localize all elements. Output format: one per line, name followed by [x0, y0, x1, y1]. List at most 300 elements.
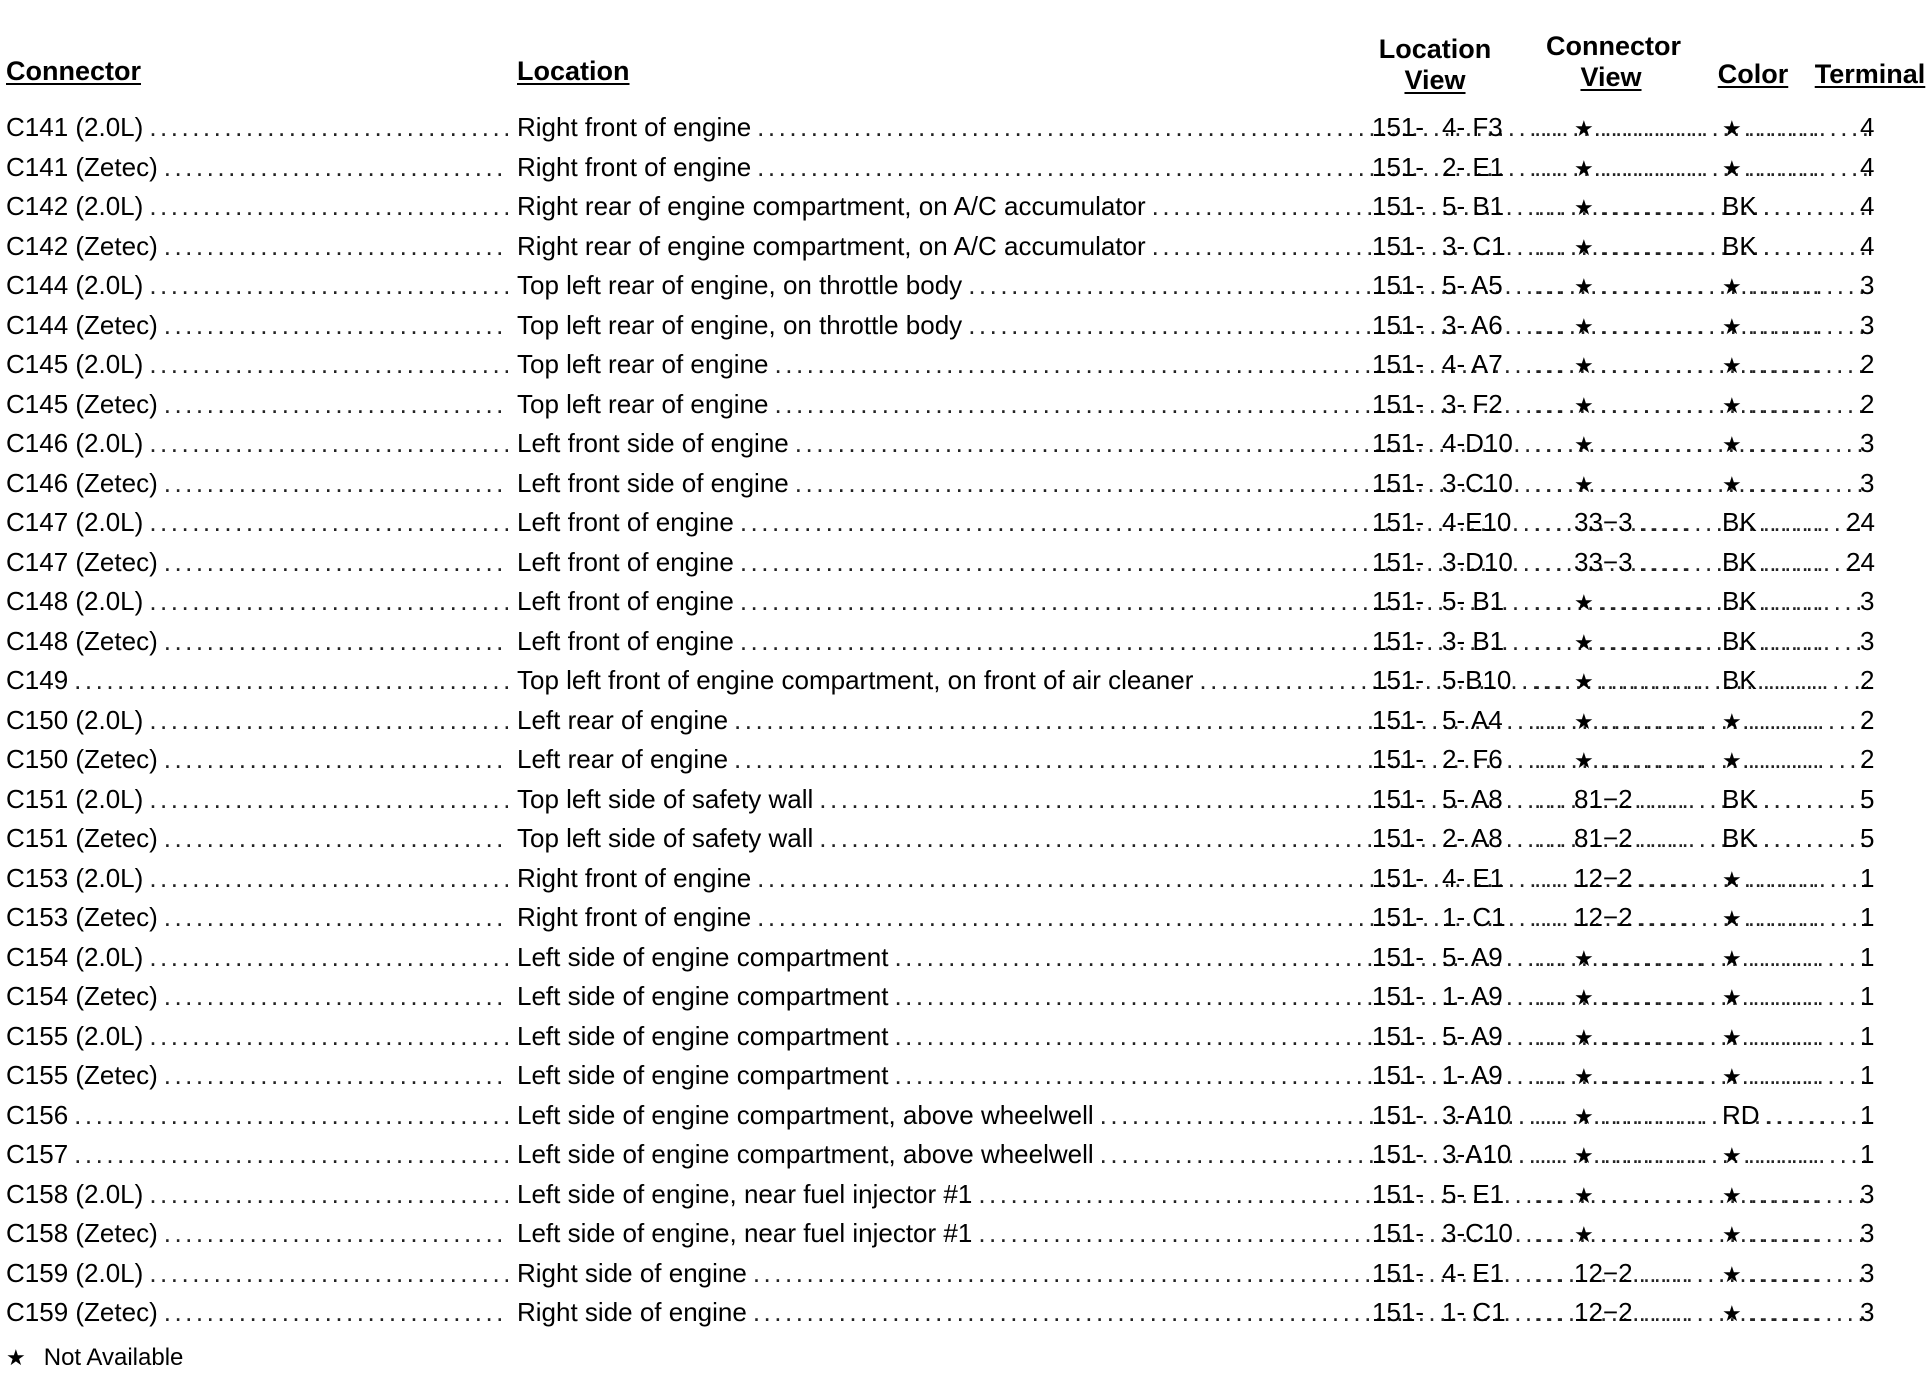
- leader-dots: [1534, 345, 1568, 385]
- location-view-page: 151-: [1372, 625, 1425, 656]
- leader-dots: [1639, 898, 1687, 938]
- leader-dots: [149, 938, 508, 978]
- location-text: Left side of engine compartment, above wheelwell: [517, 1139, 1094, 1169]
- connector-view: ★: [1574, 392, 1594, 418]
- view-group: [1372, 819, 1928, 859]
- header-connector-view: Connector View: [1546, 31, 1681, 92]
- leader-dots: [1600, 661, 1704, 701]
- leader-dots: [1748, 1056, 1818, 1096]
- color-cell: [1722, 701, 1882, 741]
- location-view-page: 151-: [1372, 151, 1425, 182]
- color-cell: [1722, 582, 1882, 622]
- location-view-page: 151-: [1372, 1099, 1425, 1130]
- view-group: [1372, 1254, 1928, 1294]
- leader-dots: [1748, 148, 1818, 188]
- leader-dots: [1748, 740, 1818, 780]
- leader-dots: [1600, 701, 1704, 741]
- connector-cell: [6, 661, 514, 701]
- terminal-count: 5: [1860, 823, 1875, 853]
- connector-cell: [6, 1175, 514, 1215]
- connector-view: 12−2: [1574, 862, 1633, 893]
- terminal-count: 4: [1860, 112, 1875, 142]
- location-text: Left rear of engine: [517, 744, 729, 774]
- leader-dots: [74, 1096, 508, 1136]
- leader-dots: [74, 661, 508, 701]
- view-group: [1372, 977, 1928, 1017]
- table-row: [0, 780, 1930, 820]
- terminal-count: 2: [1860, 388, 1875, 419]
- location-text: Right front of engine: [517, 112, 752, 142]
- leader-dots: [1748, 464, 1818, 504]
- location-view-grid: 3-A10: [1442, 1099, 1512, 1130]
- location-text: Left side of engine compartment: [517, 941, 889, 972]
- leader-dots: [1534, 266, 1568, 306]
- header-connector: Connector: [6, 56, 141, 86]
- location-view-page: 151-: [1372, 1139, 1425, 1169]
- location-view-page: 151-: [1372, 704, 1425, 735]
- leader-dots: [1600, 345, 1704, 385]
- location-view-grid: 5- A4: [1442, 704, 1503, 735]
- leader-dots: [1763, 543, 1825, 583]
- leader-dots: [1534, 503, 1568, 543]
- table-row: [0, 622, 1930, 662]
- location-view-page: 151-: [1372, 507, 1425, 537]
- terminal-count: 1: [1860, 1099, 1875, 1130]
- location-view-grid: 5- A8: [1442, 783, 1503, 814]
- table-row: [0, 582, 1930, 622]
- location-view-grid: 1- A9: [1442, 1060, 1503, 1090]
- wire-color: ★: [1722, 313, 1742, 339]
- connector-id: C142 (Zetec): [6, 230, 158, 261]
- terminal-count: 1: [1860, 981, 1875, 1011]
- wire-color: BK: [1722, 783, 1757, 814]
- view-group: [1372, 661, 1928, 701]
- color-cell: [1722, 1214, 1882, 1254]
- leader-dots: [1534, 582, 1568, 622]
- color-cell: [1722, 108, 1882, 148]
- table-row: [0, 187, 1930, 227]
- connector-view: 12−2: [1574, 1297, 1633, 1327]
- connector-cell: [6, 859, 514, 899]
- terminal-count: 4: [1860, 191, 1875, 221]
- terminal-count: 3: [1860, 586, 1875, 616]
- view-group: [1372, 1056, 1928, 1096]
- leader-dots: [1639, 859, 1687, 899]
- leader-dots: [1534, 1017, 1568, 1057]
- location-view-page: 151-: [1372, 309, 1425, 340]
- leader-dots: [164, 464, 508, 504]
- connector-id: C158 (Zetec): [6, 1218, 158, 1248]
- table-row: [0, 898, 1930, 938]
- table-row: [0, 938, 1930, 978]
- leader-dots: [1534, 543, 1568, 583]
- leader-dots: [164, 1214, 508, 1254]
- terminal-count: 1: [1860, 1060, 1875, 1090]
- location-view-page: 151-: [1372, 981, 1425, 1011]
- wire-color: BK: [1722, 625, 1757, 656]
- location-view-grid: 5- A5: [1442, 270, 1503, 300]
- location-text: Top left rear of engine, on throttle body: [517, 309, 963, 340]
- location-text: Left side of engine compartment: [517, 1020, 889, 1051]
- wire-color: BK: [1722, 230, 1757, 261]
- location-text: Left side of engine, near fuel injector #1: [517, 1178, 973, 1209]
- leader-dots: [1748, 108, 1818, 148]
- leader-dots: [1748, 1254, 1818, 1294]
- wire-color: BK: [1722, 665, 1757, 695]
- leader-dots: [164, 1293, 508, 1333]
- connector-view: ★: [1574, 748, 1594, 773]
- connector-view: ★: [1574, 1024, 1594, 1050]
- connector-id: C141 (2.0L): [6, 112, 144, 142]
- table-row: [0, 661, 1930, 701]
- view-group: [1372, 780, 1928, 820]
- wire-color: ★: [1722, 155, 1742, 181]
- location-view-grid: 5- B1: [1442, 586, 1505, 616]
- view-group: [1372, 1135, 1928, 1175]
- connector-cell: [6, 819, 514, 859]
- table-row: [0, 701, 1930, 741]
- color-cell: [1722, 622, 1882, 662]
- location-view-grid: 5- A9: [1442, 941, 1503, 972]
- location-text: Right front of engine: [517, 151, 752, 182]
- color-cell: [1722, 1293, 1882, 1333]
- leader-dots: [1748, 938, 1818, 978]
- leader-dots: [1748, 1135, 1818, 1175]
- connector-id: C147 (Zetec): [6, 546, 158, 577]
- connector-view: ★: [1574, 985, 1594, 1010]
- location-view-grid: 1- C1: [1442, 1297, 1506, 1327]
- wire-color: ★: [1722, 1301, 1742, 1326]
- connector-id: C146 (2.0L): [6, 428, 144, 458]
- connector-view: ★: [1574, 669, 1594, 694]
- color-cell: [1722, 148, 1882, 188]
- footnote-text: Not Available: [43, 1344, 184, 1371]
- connector-cell: [6, 622, 514, 662]
- leader-dots: [149, 1175, 508, 1215]
- leader-dots: [1534, 1214, 1568, 1254]
- view-group: [1372, 1096, 1928, 1136]
- leader-dots: [1748, 1017, 1818, 1057]
- connector-cell: [6, 938, 514, 978]
- view-group: [1372, 424, 1928, 464]
- leader-dots: [1534, 1056, 1568, 1096]
- view-group: [1372, 1214, 1928, 1254]
- footnote: [6, 1343, 183, 1373]
- table-row: [0, 266, 1930, 306]
- location-text: Right front of engine: [517, 902, 752, 932]
- location-view-page: 151-: [1372, 1060, 1425, 1090]
- location-view-page: 151-: [1372, 230, 1425, 261]
- wire-color: ★: [1722, 1064, 1742, 1089]
- leader-dots: [1748, 977, 1818, 1017]
- connector-id: C154 (Zetec): [6, 981, 158, 1011]
- leader-dots: [164, 898, 508, 938]
- table-row: [0, 1096, 1930, 1136]
- leader-dots: [149, 424, 508, 464]
- color-cell: [1722, 385, 1882, 425]
- view-group: [1372, 266, 1928, 306]
- table-row: [0, 464, 1930, 504]
- leader-dots: [1639, 1254, 1687, 1294]
- wire-color: ★: [1722, 392, 1742, 418]
- location-view-grid: 3- A6: [1442, 309, 1503, 340]
- color-cell: [1722, 898, 1882, 938]
- table-row: [0, 108, 1930, 148]
- connector-cell: [6, 148, 514, 188]
- connector-cell: [6, 464, 514, 504]
- table-row: [0, 148, 1930, 188]
- location-view-grid: 5- B1: [1442, 191, 1505, 221]
- wire-color: ★: [1722, 985, 1742, 1010]
- location-view-page: 151-: [1372, 941, 1425, 972]
- location-view-grid: 3- F2: [1442, 388, 1503, 419]
- table-row: [0, 306, 1930, 346]
- view-group: [1372, 898, 1928, 938]
- connector-view: ★: [1574, 708, 1594, 734]
- view-group: [1372, 622, 1928, 662]
- leader-dots: [1639, 819, 1687, 859]
- header-color: Color: [1717, 59, 1789, 89]
- connector-id: C159 (Zetec): [6, 1297, 158, 1327]
- connector-id: C157: [6, 1139, 69, 1169]
- table-row: [0, 977, 1930, 1017]
- table-row: [0, 1214, 1930, 1254]
- terminal-count: 3: [1860, 270, 1875, 300]
- leader-dots: [1748, 385, 1818, 425]
- location-view-grid: 3-A10: [1442, 1139, 1512, 1169]
- connector-cell: [6, 108, 514, 148]
- wire-color: ★: [1722, 116, 1742, 141]
- leader-dots: [1534, 780, 1568, 820]
- leader-dots: [1534, 898, 1568, 938]
- leader-dots: [164, 543, 508, 583]
- terminal-count: 3: [1860, 1297, 1875, 1327]
- leader-dots: [1600, 187, 1704, 227]
- wire-color: ★: [1722, 471, 1742, 497]
- location-text: Left side of engine compartment: [517, 981, 889, 1011]
- table-row: [0, 1135, 1930, 1175]
- connector-view: 33−3: [1574, 546, 1633, 577]
- connector-cell: [6, 1017, 514, 1057]
- leader-dots: [1763, 819, 1825, 859]
- location-view-page: 151-: [1372, 862, 1425, 893]
- wire-color: ★: [1722, 353, 1742, 378]
- connector-cell: [6, 227, 514, 267]
- connector-cell: [6, 780, 514, 820]
- connector-id: C158 (2.0L): [6, 1178, 144, 1209]
- connector-id: C151 (Zetec): [6, 823, 158, 853]
- connector-cell: [6, 187, 514, 227]
- connector-view: 12−2: [1574, 1257, 1633, 1288]
- wire-color: ★: [1722, 945, 1742, 971]
- wire-color: BK: [1722, 191, 1757, 221]
- leader-dots: [1534, 740, 1568, 780]
- location-text: Left front side of engine: [517, 467, 789, 498]
- location-view-grid: 4-E10: [1442, 507, 1512, 537]
- view-group: [1372, 187, 1928, 227]
- leader-dots: [1748, 345, 1818, 385]
- connector-view: ★: [1574, 629, 1594, 655]
- connector-cell: [6, 503, 514, 543]
- wire-color: BK: [1722, 823, 1757, 853]
- terminal-count: 1: [1860, 902, 1875, 932]
- color-cell: [1722, 859, 1882, 899]
- leader-dots: [1600, 1135, 1704, 1175]
- location-view-grid: 5- E1: [1442, 1178, 1505, 1209]
- leader-dots: [1639, 543, 1687, 583]
- table-row: [0, 1254, 1930, 1294]
- leader-dots: [1600, 1175, 1704, 1215]
- view-group: [1372, 306, 1928, 346]
- leader-dots: [1763, 227, 1825, 267]
- leader-dots: [149, 582, 508, 622]
- header-location-view: Location View: [1378, 34, 1492, 95]
- location-text: Top left front of engine compartment, on front of air cleaner: [517, 665, 1194, 695]
- color-cell: [1722, 819, 1882, 859]
- leader-dots: [1534, 1175, 1568, 1215]
- terminal-count: 24: [1846, 546, 1875, 577]
- wire-color: BK: [1722, 546, 1757, 577]
- location-text: Left front side of engine: [517, 428, 789, 458]
- leader-dots: [1763, 622, 1825, 662]
- wire-color: ★: [1722, 1024, 1742, 1050]
- location-text: Left side of engine compartment: [517, 1060, 889, 1090]
- location-text: Right side of engine: [517, 1257, 747, 1288]
- terminal-count: 1: [1860, 862, 1875, 893]
- terminal-count: 2: [1860, 665, 1875, 695]
- leader-dots: [1600, 622, 1704, 662]
- leader-dots: [149, 108, 508, 148]
- leader-dots: [1534, 622, 1568, 662]
- connector-id: C148 (Zetec): [6, 625, 158, 656]
- table-row: [0, 424, 1930, 464]
- connector-id: C154 (2.0L): [6, 941, 144, 972]
- view-group: [1372, 543, 1928, 583]
- location-text: Right rear of engine compartment, on A/C accumulator: [517, 230, 1146, 261]
- leader-dots: [1748, 306, 1818, 346]
- view-group: [1372, 859, 1928, 899]
- wire-color: ★: [1722, 866, 1742, 892]
- table-row: [0, 1293, 1930, 1333]
- table-row: [0, 345, 1930, 385]
- location-text: Right rear of engine compartment, on A/C accumulator: [517, 191, 1146, 221]
- location-view-page: 151-: [1372, 783, 1425, 814]
- leader-dots: [1600, 424, 1704, 464]
- location-view-page: 151-: [1372, 1178, 1425, 1209]
- connector-id: C148 (2.0L): [6, 586, 144, 616]
- location-text: Top left side of safety wall: [517, 823, 814, 853]
- location-view-grid: 2- A8: [1442, 823, 1503, 853]
- leader-dots: [149, 780, 508, 820]
- leader-dots: [1534, 859, 1568, 899]
- leader-dots: [1763, 582, 1825, 622]
- view-group: [1372, 701, 1928, 741]
- connector-id: C149: [6, 665, 69, 695]
- table-body: [0, 108, 1930, 1333]
- connector-view: ★: [1574, 1182, 1594, 1208]
- connector-cell: [6, 701, 514, 741]
- header-location: Location: [517, 56, 630, 86]
- terminal-count: 4: [1860, 230, 1875, 261]
- location-view-page: 151-: [1372, 586, 1425, 616]
- color-cell: [1722, 424, 1882, 464]
- location-view-grid: 4- E1: [1442, 862, 1505, 893]
- terminal-count: 2: [1860, 704, 1875, 735]
- location-view-grid: 4- E1: [1442, 1257, 1505, 1288]
- leader-dots: [149, 345, 508, 385]
- leader-dots: [1534, 108, 1568, 148]
- terminal-count: 1: [1860, 1020, 1875, 1051]
- location-view-page: 151-: [1372, 665, 1425, 695]
- location-text: Left side of engine compartment, above wheelwell: [517, 1099, 1094, 1130]
- wire-color: RD: [1722, 1099, 1760, 1130]
- connector-cell: [6, 582, 514, 622]
- connector-cell: [6, 1214, 514, 1254]
- location-view-grid: 3-D10: [1442, 546, 1513, 577]
- leader-dots: [1534, 977, 1568, 1017]
- location-text: Top left rear of engine, on throttle body: [517, 270, 963, 300]
- color-cell: [1722, 938, 1882, 978]
- view-group: [1372, 582, 1928, 622]
- location-view-grid: 1- A9: [1442, 981, 1503, 1011]
- location-view-page: 151-: [1372, 428, 1425, 458]
- connector-view: ★: [1574, 353, 1594, 378]
- connector-cell: [6, 740, 514, 780]
- color-cell: [1722, 1254, 1882, 1294]
- leader-dots: [1534, 1254, 1568, 1294]
- table-row: [0, 543, 1930, 583]
- wire-color: BK: [1722, 586, 1757, 616]
- connector-cell: [6, 898, 514, 938]
- color-cell: [1722, 1017, 1882, 1057]
- leader-dots: [1600, 1056, 1704, 1096]
- leader-dots: [1534, 227, 1568, 267]
- terminal-count: 3: [1860, 467, 1875, 498]
- connector-id: C153 (2.0L): [6, 862, 144, 893]
- leader-dots: [164, 977, 508, 1017]
- view-group: [1372, 740, 1928, 780]
- connector-id: C151 (2.0L): [6, 783, 144, 814]
- location-view-page: 151-: [1372, 191, 1425, 221]
- location-view-page: 151-: [1372, 546, 1425, 577]
- leader-dots: [164, 306, 508, 346]
- leader-dots: [1748, 898, 1818, 938]
- leader-dots: [1600, 385, 1704, 425]
- connector-view: ★: [1574, 432, 1594, 457]
- connector-id: C159 (2.0L): [6, 1257, 144, 1288]
- connector-cell: [6, 543, 514, 583]
- leader-dots: [1748, 859, 1818, 899]
- location-view-grid: 4- F3: [1442, 112, 1503, 142]
- leader-dots: [1748, 424, 1818, 464]
- leader-dots: [1763, 187, 1825, 227]
- connector-id: C147 (2.0L): [6, 507, 144, 537]
- color-cell: [1722, 306, 1882, 346]
- terminal-count: 24: [1846, 507, 1875, 537]
- leader-dots: [1600, 977, 1704, 1017]
- wire-color: BK: [1722, 507, 1757, 537]
- connector-view: ★: [1574, 274, 1594, 299]
- leader-dots: [1600, 227, 1704, 267]
- leader-dots: [1534, 661, 1568, 701]
- leader-dots: [1600, 266, 1704, 306]
- wire-color: ★: [1722, 708, 1742, 734]
- wire-color: ★: [1722, 1261, 1742, 1287]
- table-row: [0, 503, 1930, 543]
- star-icon: ★: [6, 1345, 26, 1370]
- table-row: [0, 385, 1930, 425]
- leader-dots: [164, 622, 508, 662]
